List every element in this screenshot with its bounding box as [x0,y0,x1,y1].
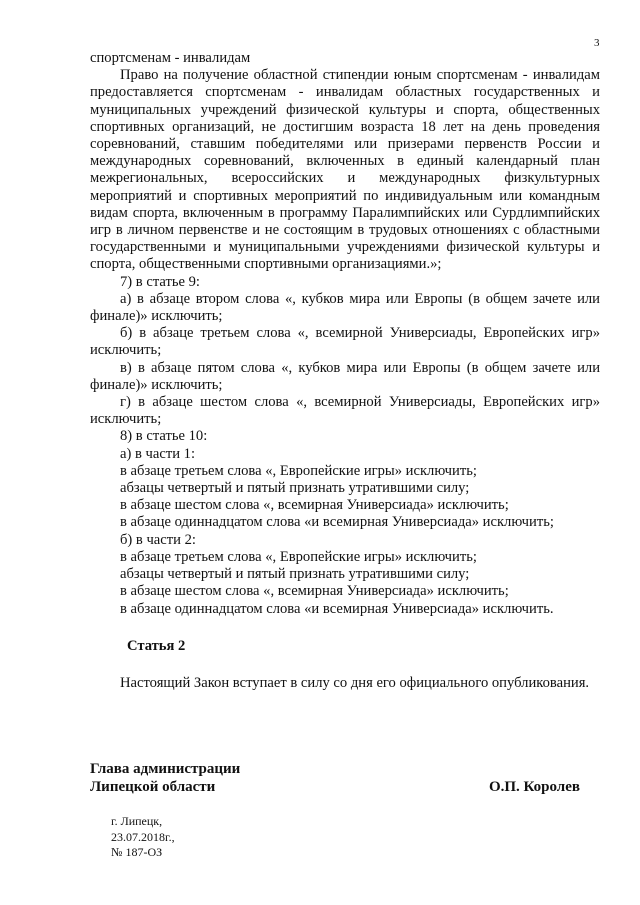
paragraph: в абзаце шестом слова «, всемирная Универсиада» исключить; [120,583,509,600]
footer-date: 23.07.2018г., [111,829,175,844]
paragraph: б) в абзаце третьем слова «, всемирной Универсиады, Европейских игр» исключить; [90,325,600,359]
paragraph: в абзаце третьем слова «, Европейские игры» исключить; [120,462,477,479]
paragraph: 8) в статье 10: [120,428,208,445]
paragraph: б) в части 2: [120,531,196,548]
paragraph: в) в абзаце пятом слова «, кубков мира или Европы (в общем зачете или финале)» исключить; [90,359,600,393]
article-heading: Статья 2 [127,637,186,654]
signature-title-line2: Липецкой области [90,779,216,795]
footer-number: № 187-ОЗ [111,845,163,860]
footer-city: г. Липецк, [111,814,163,828]
signature-title-line1: Глава администрации [90,761,241,777]
paragraph: Право на получение областной стипендии юным спортсменам - инвалидам предоставляется спортсменам - инвалидам областных государственных и муниципальных учреждений физической культуры и спорта, общественных спортивных организаций, не достигшим возраста 18 лет на день проведения соревнований, ставшим победителями или призерами первенств России и международных соревнований, включенных в единый календарный план межрегиональных, всероссийских и международных физкультурных мероприятий и спортивных мероприятий по индивидуальным или командным видам спорта, включенным в программу Паралимпийских или Сурдлимпийских игр в личном первенстве и не состоящим в трудовых отношениях с областными государственными и муниципальными учреждениями физической культуры и спорта, общественными спортивными организациями.»; [90,67,600,273]
paragraph: 7) в статье 9: [120,273,200,290]
paragraph: в абзаце третьем слова «, Европейские игры» исключить; [120,548,477,565]
paragraph: в абзаце шестом слова «, всемирная Универсиада» исключить; [120,497,509,514]
signature-block [90,760,590,796]
paragraph: абзацы четвертый и пятый признать утратившими силу; [120,480,470,497]
paragraph: в абзаце одиннадцатом слова «и всемирная Универсиада» исключить; [120,514,554,531]
signatory-name: О.П. Королев [488,779,580,795]
paragraph: а) в абзаце втором слова «, кубков мира или Европы (в общем зачете или финале)» исключить; [90,290,600,325]
paragraph: спортсменам - инвалидам [90,50,251,66]
paragraph: в абзаце одиннадцатом слова «и всемирная Универсиада» исключить. [120,600,554,617]
document-body [90,50,600,692]
page-number: 3 [594,37,600,49]
paragraph: г) в абзаце шестом слова «, всемирной Универсиады, Европейских игр» исключить; [90,394,600,428]
paragraph: а) в части 1: [120,445,196,462]
document-footer [111,814,175,861]
law-effective-text: Настоящий Закон вступает в силу со дня его официального опубликования. [120,674,590,691]
paragraph: абзацы четвертый и пятый признать утратившими силу; [120,566,470,583]
